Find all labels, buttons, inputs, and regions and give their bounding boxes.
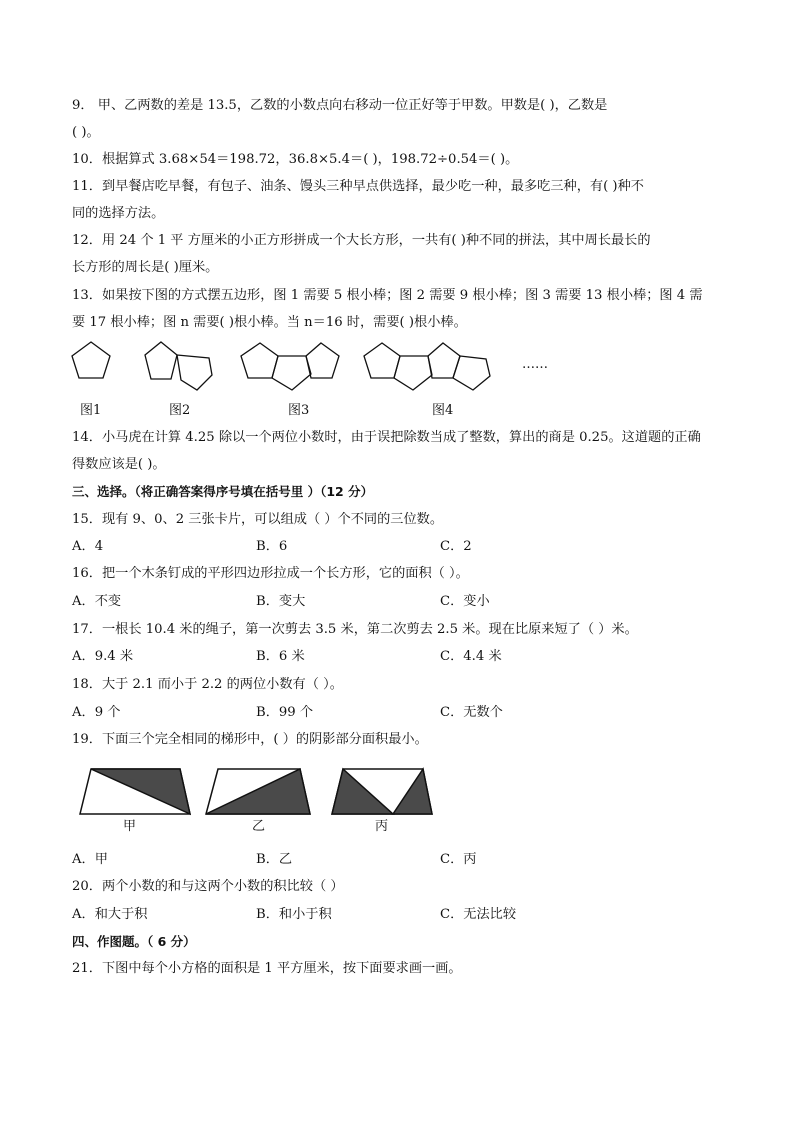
q21-stem: 21．下图中每个小方格的面积是 1 平方厘米，按下面要求画一画。 xyxy=(72,961,462,976)
q10-line: 10．根据算式 3.68×54＝198.72，36.8×5.4＝( )，198.72÷0.54＝( )。 xyxy=(72,152,519,167)
q17-option-b: B．6 米 xyxy=(256,649,305,664)
q12-line1: 12．用 24 个 1 平 方厘米的小正方形拼成一个大长方形，一共有( )种不同的拼法，其中周长最长的 xyxy=(72,233,651,248)
q15-option-c: C．2 xyxy=(440,539,472,554)
q18-option-b: B．99 个 xyxy=(256,705,314,720)
q15-option-a: A．4 xyxy=(72,539,104,554)
q17-option-a: A．9.4 米 xyxy=(72,649,134,664)
q14-line1: 14．小马虎在计算 4.25 除以一个两位小数时，由于误把除数当成了整数，算出的商是 0.25。这道题的正确 xyxy=(72,430,701,445)
figure-caption-4: 图4 xyxy=(432,403,454,418)
q20-stem: 20．两个小数的和与这两个小数的积比较（ ） xyxy=(72,879,344,894)
q11-line2: 同的选择方法。 xyxy=(72,206,165,221)
section-4-heading: 四、作图题。（ 6 分） xyxy=(72,934,196,949)
q15-option-b: B．6 xyxy=(256,539,288,554)
q19-stem: 19．下面三个完全相同的梯形中，( ）的阴影部分面积最小。 xyxy=(72,732,428,747)
q13-line2: 要 17 根小棒；图 n 需要( )根小棒。当 n＝16 时，需要( )根小棒。 xyxy=(72,315,467,330)
q20-option-c: C．无法比较 xyxy=(440,907,517,922)
q17-stem: 17．一根长 10.4 米的绳子，第一次剪去 3.5 米，第二次剪去 2.5 米。现在比原来短了（ ）米。 xyxy=(72,622,638,637)
figure-caption-2: 图2 xyxy=(169,403,191,418)
q20-option-b: B．和小于积 xyxy=(256,907,332,922)
q20-option-a: A．和大于积 xyxy=(72,907,148,922)
q18-option-a: A．9 个 xyxy=(72,705,121,720)
q14-line2: 得数应该是( )。 xyxy=(72,457,166,472)
q13-line1: 13．如果按下图的方式摆五边形，图 1 需要 5 根小棒；图 2 需要 9 根小棒；图 3 需要 13 根小棒；图 4 需 xyxy=(72,288,703,303)
q16-stem: 16．把一个木条钉成的平形四边形拉成一个长方形，它的面积（ ）。 xyxy=(72,566,469,581)
q16-option-b: B．变大 xyxy=(256,594,306,609)
q9-line1: 9． 甲、乙两数的差是 13.5，乙数的小数点向右移动一位正好等于甲数。甲数是( )，乙数是 xyxy=(72,98,608,113)
q19-option-b: B．乙 xyxy=(256,852,293,867)
pattern-ellipsis: …… xyxy=(522,357,548,372)
trapezoid-caption-bing: 丙 xyxy=(375,819,389,834)
q15-stem: 15．现有 9、0、2 三张卡片，可以组成（ ）个不同的三位数。 xyxy=(72,512,444,527)
figure-caption-3: 图3 xyxy=(288,403,310,418)
q11-line1: 11．到早餐店吃早餐，有包子、油条、馒头三种早点供选择，最少吃一种，最多吃三种，有( )种不 xyxy=(72,179,644,194)
q16-option-c: C．变小 xyxy=(440,594,490,609)
q12-line2: 长方形的周长是( )厘米。 xyxy=(72,260,219,275)
q18-option-c: C．无数个 xyxy=(440,705,503,720)
section-3-heading: 三、选择。（将正确答案得序号填在括号里 ）（12 分） xyxy=(72,484,374,499)
q19-option-a: A．甲 xyxy=(72,852,108,867)
figure-caption-1: 图1 xyxy=(80,403,102,418)
trapezoid-caption-jia: 甲 xyxy=(123,819,137,834)
q16-option-a: A．不变 xyxy=(72,594,122,609)
q19-option-c: C．丙 xyxy=(440,852,477,867)
q18-stem: 18．大于 2.1 而小于 2.2 的两位小数有（ ）。 xyxy=(72,677,343,692)
q17-option-c: C．4.4 米 xyxy=(440,649,502,664)
trapezoid-bing xyxy=(0,0,1,1)
q9-line2: ( )。 xyxy=(72,125,100,140)
trapezoid-caption-yi: 乙 xyxy=(252,819,266,834)
